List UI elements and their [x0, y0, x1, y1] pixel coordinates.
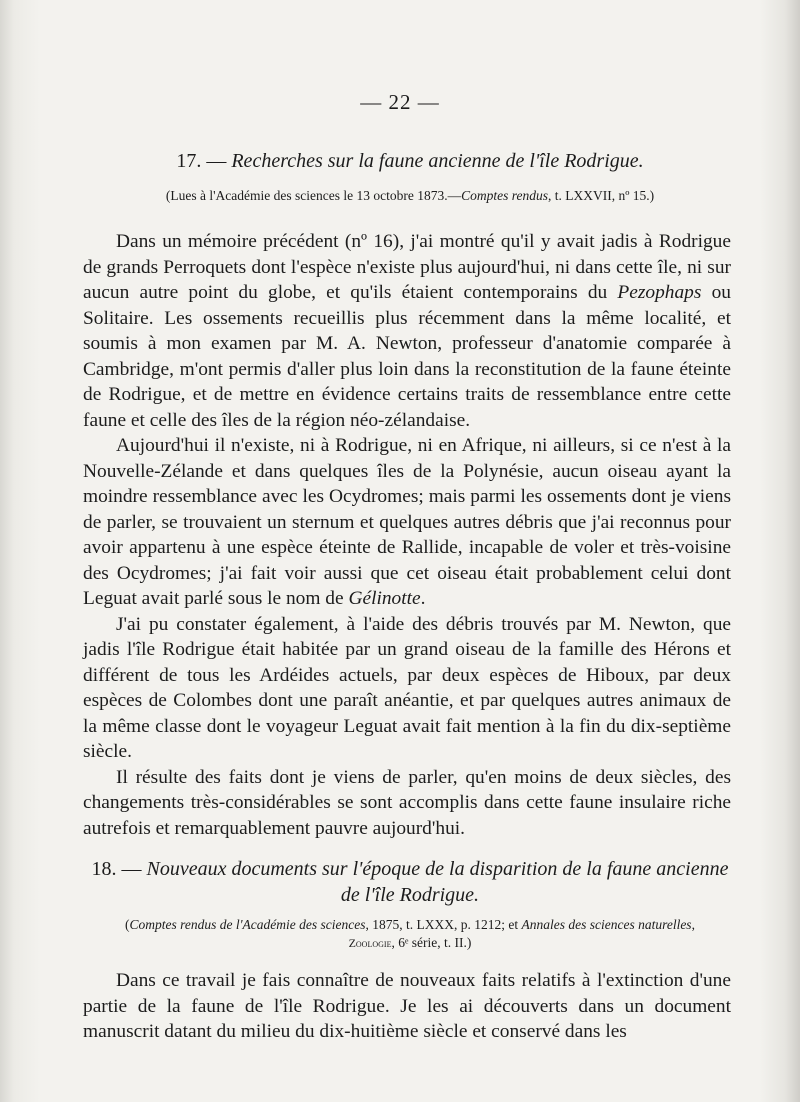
section-17-number: 17. — [176, 150, 227, 172]
section-18-number: 18. — [91, 858, 142, 880]
reference-journal: Comptes rendus de l'Académie des sciences [129, 917, 366, 932]
paragraph: Il résulte des faits dont je viens de parler, qu'en moins de deux siècles, des changements très-considérables se sont accomplis dans cette faune insulaire riche autrefois et remarquablement pauvre aujourd'hui. [83, 766, 731, 839]
text-run: . [420, 588, 426, 609]
paragraph [83, 433, 731, 612]
section-18-heading-line2: de l'île Rodrigue. [340, 884, 480, 906]
section-17-reference [60, 188, 760, 204]
text-run: ou Solitaire. Les ossements recueillis plus récemment dans la même localité, et soumis à mon examen par M. A. Newton, professeur d'anatomie comparée à Cambridge, m'ont permis d'aller plus loin dans la reconstitution de la faune éteinte de Rodrigue, et de mettre en évidence certains traits de ressemblance entre cette faune et celle des îles de la région néo-zélandaise. [83, 282, 731, 431]
paragraph [83, 229, 731, 433]
section-18-body [83, 968, 731, 1045]
section-17-heading: Recherches sur la faune ancienne de l'île Rodrigue. [231, 150, 644, 172]
reference-prefix: (Lues à l'Académie des sciences le 13 octobre 1873.— [165, 188, 462, 203]
text-run: , 6ᵉ série, t. II.) [391, 935, 472, 950]
italic-term: Pezophaps [617, 282, 702, 303]
text-run: ( [125, 917, 130, 932]
text-run: Aujourd'hui il n'existe, ni à Rodrigue, ni en Afrique, ni ailleurs, si ce n'est à la Nouvelle-Zélande et dans quelques îles de la Polynésie, aucun oiseau ayant la moindre ressemblance avec les Ocydromes; mais parmi les ossements dont je viens de parler, se trouvaient un sternum et quelques autres débris que j'ai reconnus pour avoir appartenu à une espèce éteinte de Rallide, incapable de voler et très-voisine des Ocydromes; j'ai fait voir aussi que cet oiseau était probablement celui dont Leguat avait parlé sous le nom de [83, 435, 731, 609]
paragraph: Dans ce travail je fais connaître de nouveaux faits relatifs à l'extinction d'une partie de la faune de l'île Rodrigue. Je les ai découverts dans un document manuscrit datant du milieu du dix-huitième siècle et conservé dans les [83, 970, 731, 1042]
section-18-title [60, 856, 760, 908]
italic-term: Gélinotte [348, 588, 421, 609]
reference-suffix: , t. LXXVII, nº 15.) [547, 188, 655, 203]
reference-journal: Comptes rendus [461, 188, 548, 203]
text-run: , [691, 917, 695, 932]
section-18-heading-line1: Nouveaux documents sur l'époque de la disparition de la faune ancienne [146, 858, 729, 880]
section-17-title [60, 150, 760, 173]
text-run: , 1875, t. LXXX, p. 1212; et [365, 917, 522, 932]
section-17-body [83, 229, 731, 841]
reference-series: Zoologie [348, 936, 392, 950]
reference-journal: Annales des sciences naturelles [521, 917, 692, 932]
section-18-reference [60, 916, 760, 952]
text-run: Dans un mémoire précédent (nº 16), j'ai montré qu'il y avait jadis à Rodrigue de grands Perroquets dont l'espèce n'existe plus aujourd'hui, ni dans cette île, ni sur aucun autre point du globe, et qu'ils étaient contemporains du [83, 231, 731, 303]
paragraph: J'ai pu constater également, à l'aide des débris trouvés par M. Newton, que jadis l'île Rodrigue était habitée par un grand oiseau de la famille des Hérons et différent de tous les Ardéides actuels, par deux espèces de Hiboux, par deux espèces de Colombes dont une paraît anéantie, et par quelques autres animaux de la même classe dont le voyageur Leguat avait fait mention à la fin du dix-septième siècle. [83, 613, 731, 762]
page-number: — 22 — [360, 90, 440, 114]
